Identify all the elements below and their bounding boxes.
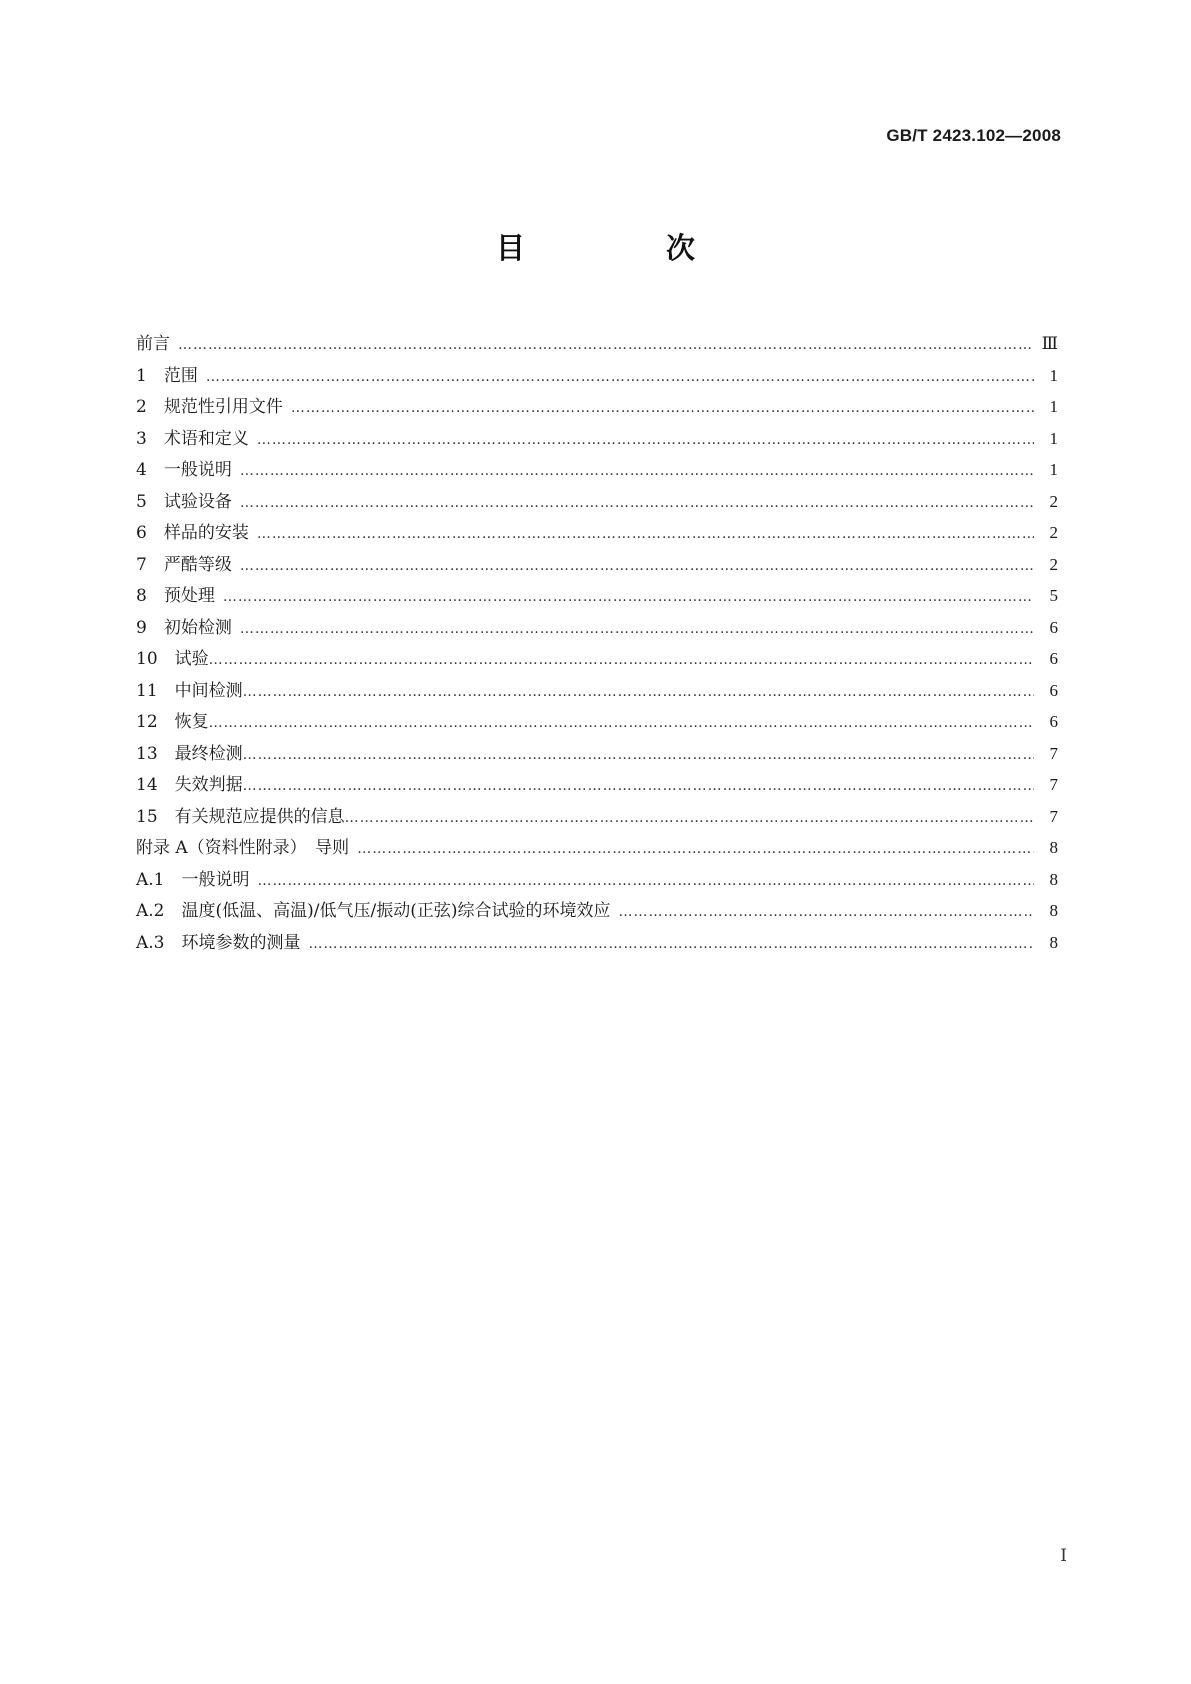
toc-entry-number: 14 <box>136 775 175 795</box>
toc-entry-number: 3 <box>136 428 164 449</box>
toc-entry-2[interactable] <box>136 391 1058 423</box>
toc-entry-number: 6 <box>136 523 164 543</box>
toc-entry-9[interactable] <box>136 612 1058 644</box>
toc-entry-page: 8 <box>1049 932 1058 952</box>
toc-entry-number: 8 <box>136 586 164 606</box>
toc-entry-1[interactable] <box>136 360 1058 392</box>
toc-entry-page: 7 <box>1049 806 1058 826</box>
toc-entry-label: 一般说明 <box>181 869 250 890</box>
toc-entry-page: 5 <box>1049 586 1058 605</box>
toc-entry-number: 11 <box>136 680 175 701</box>
page-number: Ⅰ <box>1060 1546 1067 1565</box>
toc-entry-page: 6 <box>1049 649 1058 668</box>
toc-leader-dots <box>257 425 1034 457</box>
toc-leader-dots <box>243 740 1034 772</box>
toc-entry-7[interactable] <box>136 549 1058 581</box>
page-title: 目 次 <box>495 231 751 265</box>
toc-entry-label: 术语和定义 <box>163 428 249 449</box>
toc-entry-number: 10 <box>136 649 175 669</box>
toc-entry-6[interactable] <box>136 517 1058 549</box>
toc-entry-foreword[interactable] <box>136 328 1058 360</box>
toc-entry-number: 13 <box>136 743 175 764</box>
toc-entry-number: 2 <box>136 397 164 417</box>
toc-leader-dots <box>357 834 1034 866</box>
toc-entry-a3[interactable] <box>136 927 1058 959</box>
toc-leader-dots <box>345 803 1034 835</box>
toc-leader-dots <box>243 771 1034 803</box>
toc-entry-label: 有关规范应提供的信息 <box>174 806 345 827</box>
toc-entry-label: 一般说明 <box>163 460 232 480</box>
toc-entry-4[interactable] <box>136 454 1058 486</box>
toc-entry-page: 6 <box>1049 712 1058 731</box>
toc-leader-dots <box>291 393 1034 425</box>
toc-entry-page: 6 <box>1049 680 1058 700</box>
toc-entry-number: 4 <box>136 460 164 480</box>
toc-leader-dots <box>240 551 1034 583</box>
toc-entry-10[interactable] <box>136 643 1058 675</box>
toc-leader-dots <box>240 488 1034 520</box>
toc-entry-label: 试验 <box>174 649 209 669</box>
toc-entry-page: 1 <box>1049 397 1058 416</box>
toc-entry-8[interactable] <box>136 580 1058 612</box>
toc-entry-page: 2 <box>1049 523 1058 542</box>
toc-entry-page: 8 <box>1049 838 1058 857</box>
toc-leader-dots <box>223 582 1034 614</box>
table-of-contents <box>136 328 1058 958</box>
toc-leader-dots <box>309 929 1035 961</box>
toc-entry-page: Ⅲ <box>1041 334 1058 353</box>
toc-entry-14[interactable] <box>136 769 1058 801</box>
toc-leader-dots <box>258 866 1035 898</box>
toc-entry-page: 7 <box>1049 775 1058 794</box>
toc-leader-dots <box>209 645 1034 677</box>
toc-entry-number: 7 <box>136 554 164 575</box>
toc-entry-label: 严酷等级 <box>163 554 232 575</box>
toc-entry-page: 7 <box>1049 743 1058 763</box>
toc-entry-page: 2 <box>1049 554 1058 574</box>
toc-leader-dots <box>243 677 1034 709</box>
toc-entry-label: 最终检测 <box>174 743 243 764</box>
toc-entry-label: 中间检测 <box>174 680 243 701</box>
toc-entry-page: 1 <box>1049 460 1058 479</box>
toc-entry-label: 初始检测 <box>163 617 232 638</box>
toc-entry-11[interactable] <box>136 675 1058 707</box>
toc-entry-number: 15 <box>136 806 175 827</box>
toc-entry-number: A.2 <box>136 901 182 921</box>
toc-entry-13[interactable] <box>136 738 1058 770</box>
toc-entry-page: 1 <box>1049 365 1058 385</box>
toc-entry-number: A.3 <box>136 932 182 953</box>
toc-entry-label: 规范性引用文件 <box>163 397 283 417</box>
toc-entry-label: 环境参数的测量 <box>181 932 301 953</box>
toc-entry-label: 范围 <box>163 365 198 386</box>
toc-entry-label: 试验设备 <box>163 491 232 512</box>
toc-leader-dots <box>240 456 1034 488</box>
toc-entry-3[interactable] <box>136 423 1058 455</box>
toc-entry-15[interactable] <box>136 801 1058 833</box>
toc-entry-label: 样品的安装 <box>163 523 249 543</box>
toc-leader-dots <box>178 330 1034 362</box>
toc-entry-label: 附录 A（资料性附录） 导则 <box>136 838 350 858</box>
toc-leader-dots <box>206 362 1034 394</box>
toc-entry-label: 恢复 <box>174 712 209 732</box>
toc-entry-page: 8 <box>1049 901 1058 920</box>
toc-entry-page: 6 <box>1049 617 1058 637</box>
standard-code: GB/T 2423.102—2008 <box>886 126 1061 145</box>
toc-entry-a2[interactable] <box>136 895 1058 927</box>
toc-entry-5[interactable] <box>136 486 1058 518</box>
toc-entry-label: 预处理 <box>163 586 215 606</box>
toc-entry-label: 温度(低温、高温)/低气压/振动(正弦)综合试验的环境效应 <box>181 901 611 921</box>
toc-leader-dots <box>257 519 1034 551</box>
toc-entry-number: 12 <box>136 712 175 732</box>
toc-entry-label: 失效判据 <box>174 775 243 795</box>
toc-entry-page: 2 <box>1049 491 1058 511</box>
toc-entry-12[interactable] <box>136 706 1058 738</box>
toc-entry-page: 8 <box>1049 869 1058 889</box>
toc-leader-dots <box>209 708 1034 740</box>
toc-entry-label: 前言 <box>136 334 170 354</box>
toc-entry-number: 9 <box>136 617 164 638</box>
toc-leader-dots <box>240 614 1034 646</box>
toc-entry-a1[interactable] <box>136 864 1058 896</box>
toc-entry-number: 1 <box>136 365 164 386</box>
toc-entry-number: A.1 <box>136 869 182 890</box>
toc-entry-number: 5 <box>136 491 164 512</box>
toc-entry-page: 1 <box>1049 428 1058 448</box>
toc-leader-dots <box>618 897 1034 929</box>
toc-entry-annex-a[interactable] <box>136 832 1058 864</box>
